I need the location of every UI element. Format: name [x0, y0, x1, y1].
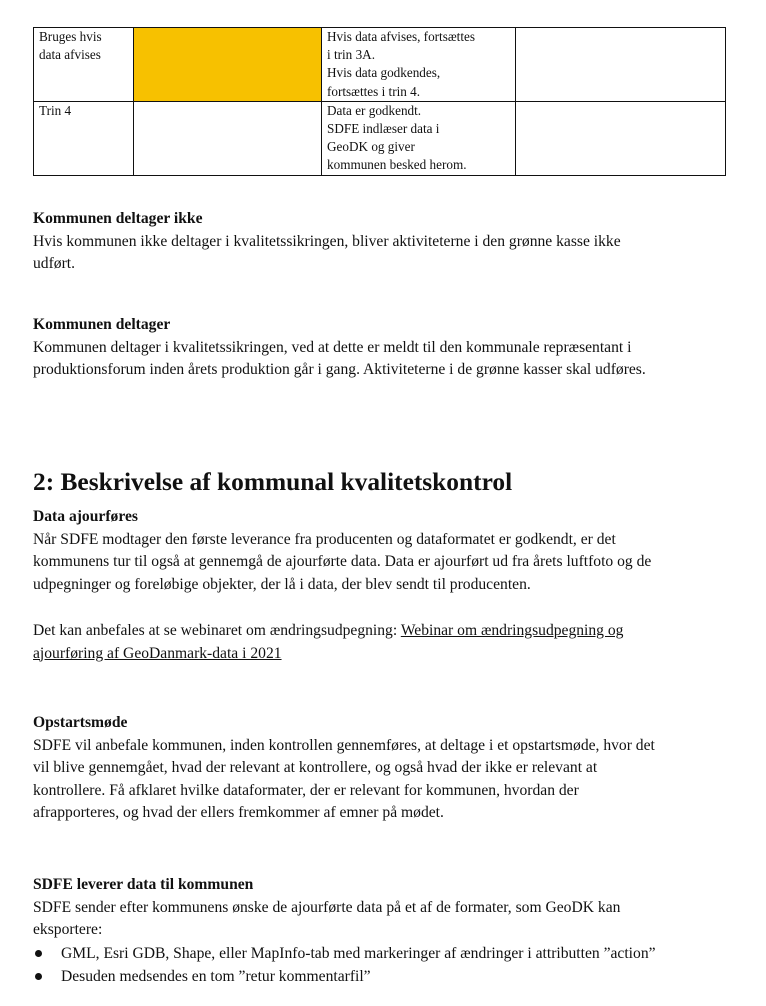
webinar-recommendation: [33, 620, 733, 665]
paragraph-line: kommunens tur til også at gennemgå de ajourførte data. Data er ajourført ud fra årets luftfoto og de: [33, 553, 652, 571]
webinar-link[interactable]: ajourføring af GeoDanmark-data i 2021: [33, 644, 282, 662]
paragraph-line: produktionsforum inden årets produktion går i gang. Aktiviteterne i de grønne kasser skal udføres.: [33, 361, 646, 379]
section-heading: Kommunen deltager: [33, 316, 171, 333]
chapter-title: 2: Beskrivelse af kommunal kvalitetskontrol: [33, 468, 513, 496]
format-list: [33, 942, 733, 988]
table-cell-step: [34, 101, 134, 175]
list-item: [33, 942, 733, 965]
cell-text: Hvis data afvises, fortsættes: [327, 29, 475, 44]
paragraph-line: eksportere:: [33, 921, 103, 939]
cell-text: data afvises: [39, 47, 101, 63]
section-data-updated: [33, 506, 733, 596]
cell-text: i trin 3A.: [327, 47, 375, 63]
cell-text: fortsættes i trin 4.: [327, 83, 421, 99]
table-cell-empty: [134, 101, 322, 175]
list-item-text: Desuden medsendes en tom ”retur kommentarfil”: [61, 967, 371, 985]
table-cell-step: [34, 28, 134, 102]
paragraph-line: Hvis kommunen ikke deltager i kvalitetssikringen, bliver aktiviteterne i den grønne kasse ikke: [33, 232, 621, 250]
section-delivery: [33, 874, 733, 988]
paragraph-line: vil blive gennemgået, hvad der relevant at kontrollere, og også hvad der ikke er relevant at: [33, 759, 598, 777]
cell-text: Hvis data godkendes,: [327, 65, 441, 81]
paragraph-line: Når SDFE modtager den første leverance fra producenten og dataformatet er godkendt, er det: [33, 530, 616, 548]
webinar-link[interactable]: Webinar om ændringsudpegning og: [400, 622, 624, 639]
bullet-icon: [35, 950, 42, 957]
bullet-icon: [35, 973, 42, 980]
table-row: [34, 101, 726, 175]
section-heading: Kommunen deltager ikke: [33, 210, 203, 227]
recommendation-line: [33, 620, 733, 643]
paragraph-line: SDFE vil anbefale kommunen, inden kontrollen gennemføres, at deltage i et opstartsmøde, hvor det: [33, 736, 655, 754]
paragraph-line: afrapporteres, og hvad der ellers fremkommer af emner på mødet.: [33, 804, 444, 822]
section-heading: SDFE leverer data til kommunen: [33, 876, 254, 893]
section-not-participating: [33, 208, 733, 276]
cell-text: Trin 4: [39, 102, 72, 118]
cell-text: SDFE indlæser data i: [327, 121, 440, 137]
paragraph-line: kontrollere. Få afklaret hvilke dataformater, der er relevant for kommunen, hvordan der: [33, 781, 579, 799]
process-table: [33, 27, 726, 176]
recommendation-line: [33, 643, 733, 666]
table-cell-highlight: [134, 28, 322, 102]
section-kickoff: [33, 712, 733, 825]
cell-text: Bruges hvis: [39, 29, 102, 44]
paragraph-line: udpegninger og foreløbige objekter, der lå i data, der blev sendt til producenten.: [33, 575, 531, 593]
cell-text: GeoDK og giver: [327, 139, 415, 155]
table-cell-empty: [516, 28, 726, 102]
table-cell-description: [322, 28, 516, 102]
section-heading: Data ajourføres: [33, 508, 138, 525]
table-cell-description: [322, 101, 516, 175]
cell-text: Data er godkendt.: [327, 102, 422, 118]
table-row: [34, 28, 726, 102]
paragraph-line: Kommunen deltager i kvalitetssikringen, ved at dette er meldt til den kommunale repræsentant i: [33, 338, 632, 356]
section-participating: [33, 314, 733, 382]
recommendation-text: Det kan anbefales at se webinaret om ændringsudpegning:: [33, 622, 401, 639]
table-cell-empty: [516, 101, 726, 175]
list-item-text: GML, Esri GDB, Shape, eller MapInfo-tab med markeringer af ændringer i attributten ”action”: [61, 944, 656, 962]
paragraph-line: SDFE sender efter kommunens ønske de ajourførte data på et af de formater, som GeoDK kan: [33, 898, 621, 916]
section-heading: Opstartsmøde: [33, 714, 128, 731]
cell-text: kommunen besked herom.: [327, 157, 467, 173]
paragraph-line: udført.: [33, 255, 76, 273]
list-item: [33, 965, 733, 988]
